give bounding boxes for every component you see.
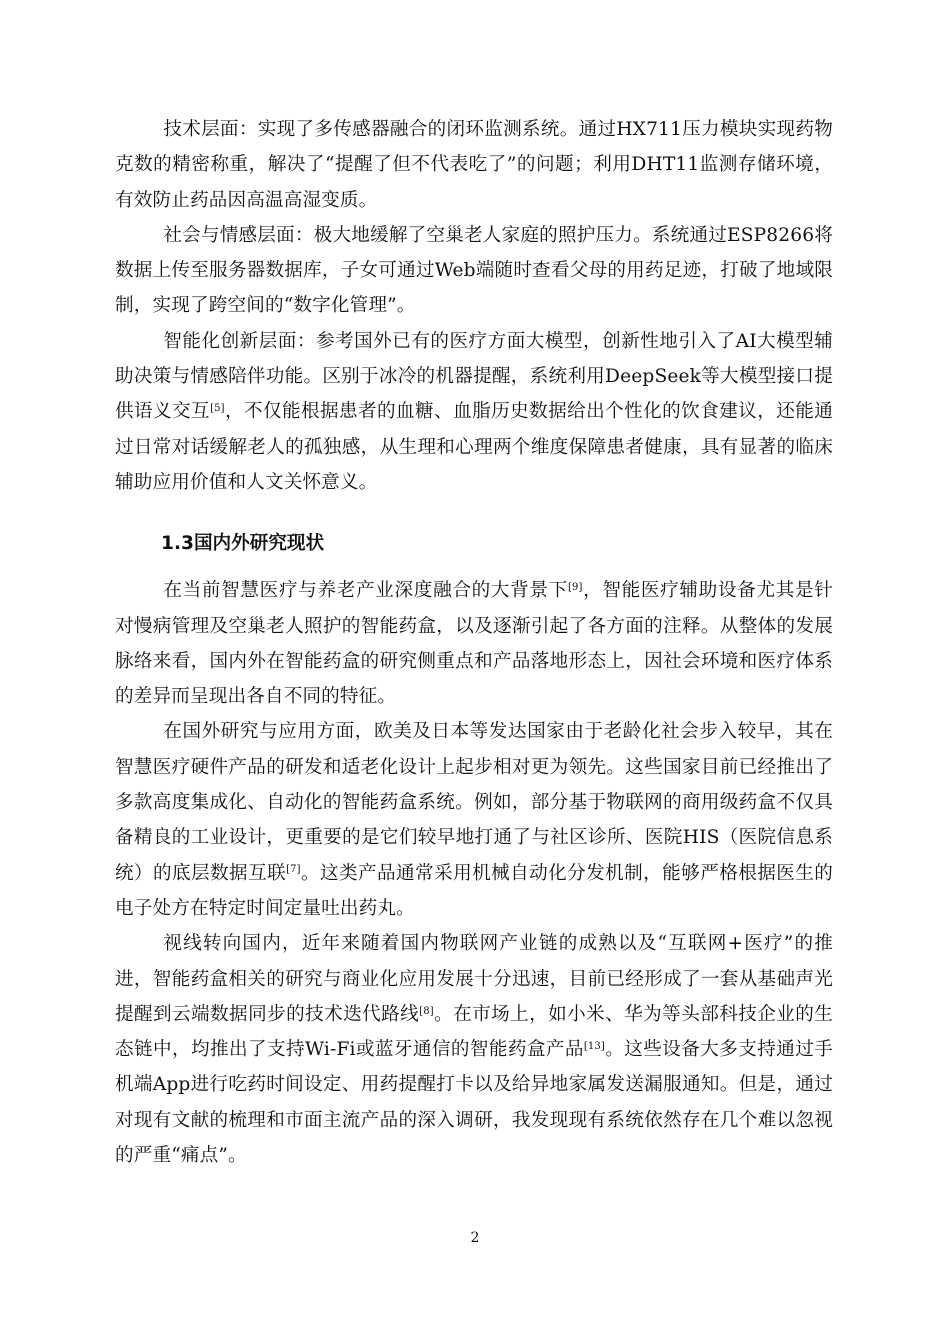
paragraph-text: 。在市场上，如小米、华为等头部科技企业的生态链中，均推出了支持Wi-Fi或蓝牙通信的智能药盒产品 <box>115 1003 834 1061</box>
paragraph-text: ，智能医疗辅助设备尤其是针对慢病管理及空巢老人照护的智能药盒，以及逐渐引起了各方面的注释。从整体的发展脉络来看，国内外在智能药盒的研究侧重点和产品落地形态上，因社会环境和医疗体系的差异而呈现出各自不同的特征。 <box>115 580 834 708</box>
paragraph-text: 。这类产品通常采用机械自动化分发机制，能够严格根据医生的电子处方在特定时间定量吐出药丸。 <box>115 862 833 919</box>
paragraph-text: 视线转向国内，近年来随着国内物联网产业链的成熟以及“互联网+医疗”的推进，智能药盒相关的研究与商业化应用发展十分迅速，目前已经形成了一套从基础声光提醒到云端数据同步的技术迭代路线 <box>115 933 833 1025</box>
citation-ref[interactable]: [13] <box>583 1040 605 1052</box>
paragraph-text: 在国外研究与应用方面，欧美及日本等发达国家由于老龄化社会步入较早，其在智慧医疗硬件产品的研发和适老化设计上起步相对更为领先。这些国家目前已经推出了多款高度集成化、自动化的智能药盒系统。例如，部分基于物联网的商用级药盒不仅具备精良的工业设计，更重要的是它们较早地打通了与社区诊所、医院HIS（医院信息系统）的底层数据互联 <box>115 721 833 884</box>
paragraph-foreign-research <box>115 714 833 926</box>
paragraph-text: 技术层面：实现了多传感器融合的闭环监测系统。通过HX711压力模块实现药物克数的精密称重，解决了“提醒了但不代表吃了”的问题；利用DHT11监测存储环境，有效防止药品因高温高湿变质。 <box>115 119 833 211</box>
citation-ref[interactable]: [8] <box>419 1005 434 1017</box>
paragraph-text: 智能化创新层面：参考国外已有的医疗方面大模型，创新性地引入了AI大模型辅助决策与情感陪伴功能。区别于冰冷的机器提醒，系统利用DeepSeek等大模型接口提供语义交互 <box>115 330 833 423</box>
paragraph-text: 在当前智慧医疗与养老产业深度融合的大背景下 <box>163 580 568 602</box>
paragraph-text: 社会与情感层面：极大地缓解了空巢老人家庭的照护压力。系统通过ESP8266将数据上传至服务器数据库，子女可通过Web端随时查看父母的用药足迹，打破了地域限制，实现了跨空间的“数字化管理”。 <box>115 224 833 317</box>
paragraph-text: ，不仅能根据患者的血糖、血脂历史数据给出个性化的饮食建议，还能通过日常对话缓解老人的孤独感，从生理和心理两个维度保障患者健康，具有显著的临床辅助应用价值和人文关怀意义。 <box>115 401 833 493</box>
paragraph-social <box>115 218 833 324</box>
paragraph-intelligent <box>115 324 833 500</box>
page-number: 2 <box>470 1230 480 1246</box>
intro-paragraphs <box>115 112 833 500</box>
paragraph-background <box>115 573 833 714</box>
paragraph-technical <box>115 112 833 218</box>
page-body <box>115 112 833 1173</box>
paragraph-domestic-research <box>115 926 833 1173</box>
research-paragraphs <box>115 573 833 1173</box>
paragraph-text: 。这些设备大多支持通过手机端App进行吃药时间设定、用药提醒打卡以及给异地家属发送漏服通知。但是，通过对现有文献的梳理和市面主流产品的深入调研，我发现现有系统依然存在几个难以忽视的严重“痛点”。 <box>115 1039 833 1167</box>
citation-ref[interactable]: [9] <box>567 582 583 594</box>
citation-ref[interactable]: [5] <box>210 403 225 415</box>
section-heading: 1.3国内外研究现状 <box>161 533 325 555</box>
citation-ref[interactable]: [7] <box>286 864 301 876</box>
